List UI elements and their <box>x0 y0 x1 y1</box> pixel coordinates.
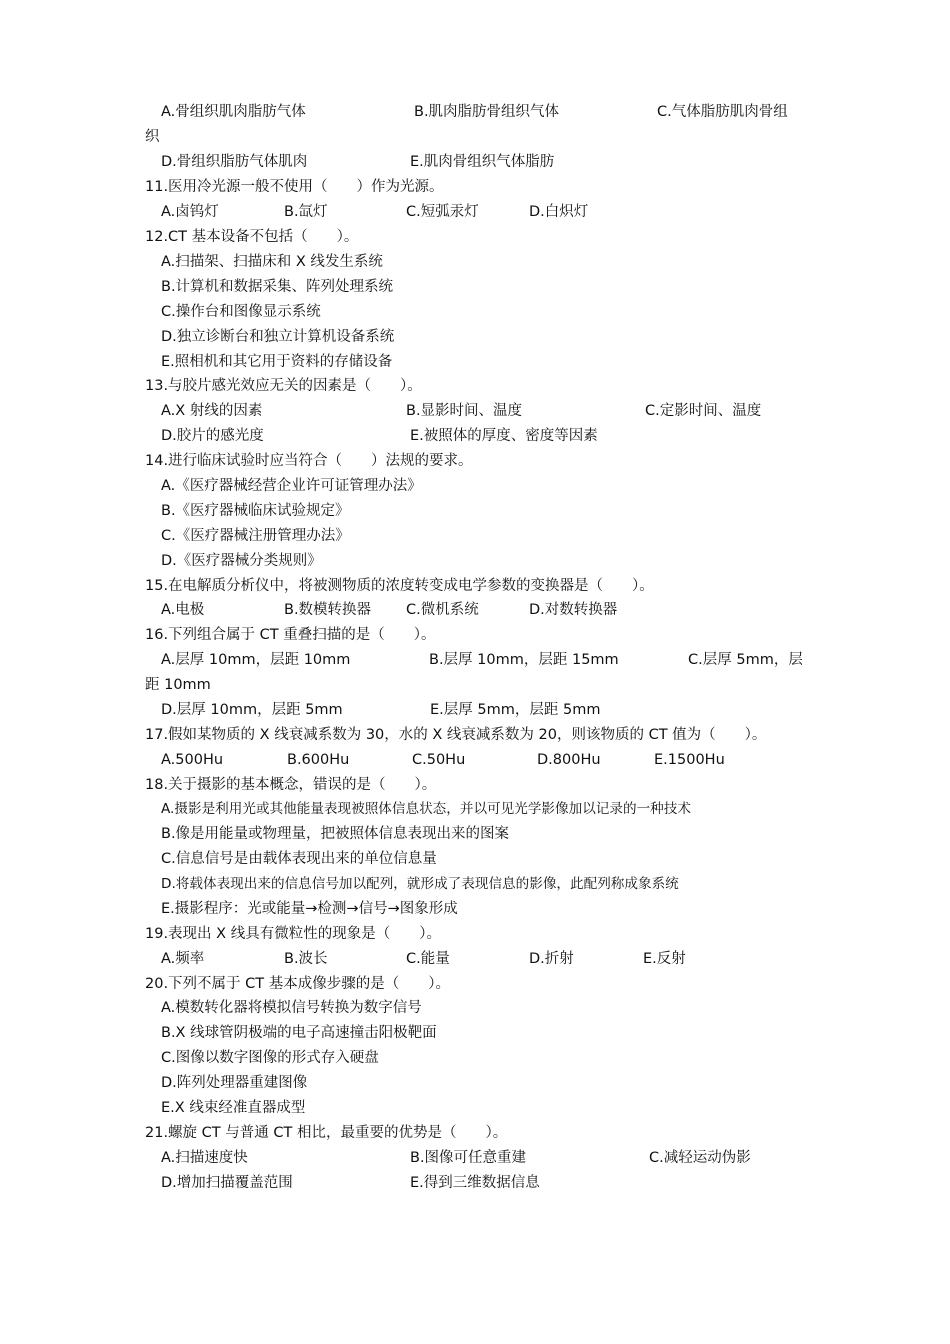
q20-option-e: E.X 线束经准直器成型 <box>161 1100 306 1116</box>
q13-stem <box>0 374 950 399</box>
q20-option-a: A.模数转化器将模拟信号转换为数字信号 <box>161 1000 422 1016</box>
q21-option-b: B.图像可任意重建 <box>410 1150 527 1166</box>
q19-option-b: B.波长 <box>284 951 328 967</box>
q15-stem <box>0 574 950 599</box>
q11-option-b: B.氙灯 <box>284 204 328 220</box>
q16-options-row-1-wrap <box>0 673 950 698</box>
question-text: 19.表现出 X 线具有微粒性的现象是（ ）。 <box>145 926 441 942</box>
q16-option-c: C.层厚 5mm，层 <box>688 652 803 668</box>
q16-option-b: B.层厚 10mm，层距 15mm <box>429 652 619 668</box>
q10-option-e: E.肌肉骨组织气体脂肪 <box>410 154 555 170</box>
q21-option-d: D.增加扫描覆盖范围 <box>161 1175 293 1191</box>
q17-options-row <box>0 748 950 773</box>
question-text: 21.螺旋 CT 与普通 CT 相比，最重要的优势是（ ）。 <box>145 1125 508 1141</box>
q20-option-a-row <box>0 996 950 1021</box>
q20-option-d-row <box>0 1071 950 1096</box>
q11-option-a: A.卤钨灯 <box>161 204 219 220</box>
q11-option-d: D.白炽灯 <box>529 204 589 220</box>
q10-option-b: B.肌肉脂肪骨组织气体 <box>414 104 560 120</box>
q15-options-row <box>0 598 950 623</box>
q16-stem <box>0 623 950 648</box>
q11-options-row <box>0 200 950 225</box>
q18-option-d-row <box>0 872 950 897</box>
question-text: 12.CT 基本设备不包括（ ）。 <box>145 229 359 245</box>
q19-option-a: A.频率 <box>161 951 205 967</box>
q18-option-b: B.像是用能量或物理量，把被照体信息表现出来的图案 <box>161 826 510 842</box>
q21-option-e: E.得到三维数据信息 <box>410 1175 540 1191</box>
q19-option-d: D.折射 <box>529 951 574 967</box>
q14-option-d-row <box>0 549 950 574</box>
q14-option-d: D.《医疗器械分类规则》 <box>161 553 322 569</box>
q10-option-c-continued: 织 <box>145 129 160 145</box>
q12-option-d-row <box>0 325 950 350</box>
q15-option-b: B.数模转换器 <box>284 602 372 618</box>
q15-option-d: D.对数转换器 <box>529 602 618 618</box>
q16-options-row-2 <box>0 698 950 723</box>
q15-option-a: A.电极 <box>161 602 205 618</box>
q10-options-row-1-wrap <box>0 125 950 150</box>
q19-options-row <box>0 947 950 972</box>
q16-option-d: D.层厚 10mm，层距 5mm <box>161 702 343 718</box>
q18-option-a: A.摄影是利用光或其他能量表现被照体信息状态，并以可见光学影像加以记录的一种技术 <box>161 801 691 817</box>
q12-stem <box>0 225 950 250</box>
q12-option-c: C.操作台和图像显示系统 <box>161 304 321 320</box>
q13-option-d: D.胶片的感光度 <box>161 428 264 444</box>
q11-option-c: C.短弧汞灯 <box>406 204 479 220</box>
q14-option-b-row <box>0 499 950 524</box>
q12-option-d: D.独立诊断台和独立计算机设备系统 <box>161 329 395 345</box>
q17-option-d: D.800Hu <box>537 752 601 768</box>
question-text: 14.进行临床试验时应当符合（ ）法规的要求。 <box>145 453 473 469</box>
q13-options-row-2 <box>0 424 950 449</box>
q16-options-row-1 <box>0 648 950 673</box>
q11-stem <box>0 175 950 200</box>
q15-option-c: C.微机系统 <box>406 602 479 618</box>
q16-option-a: A.层厚 10mm，层距 10mm <box>161 652 351 668</box>
q17-stem <box>0 723 950 748</box>
q12-option-e-row <box>0 350 950 375</box>
q21-stem <box>0 1121 950 1146</box>
q16-option-c-continued: 距 10mm <box>145 677 211 693</box>
question-text: 20.下列不属于 CT 基本成像步骤的是（ ）。 <box>145 976 451 992</box>
q17-option-c: C.50Hu <box>412 752 466 768</box>
q17-option-a: A.500Hu <box>161 752 224 768</box>
q21-option-a: A.扫描速度快 <box>161 1150 248 1166</box>
q18-option-c-row <box>0 847 950 872</box>
q14-option-a-row <box>0 474 950 499</box>
q17-option-b: B.600Hu <box>287 752 350 768</box>
question-text: 17.假如某物质的 X 线衰减系数为 30，水的 X 线衰减系数为 20，则该物质的 CT 值为（ ）。 <box>145 727 767 743</box>
q18-option-e-row <box>0 897 950 922</box>
q20-option-d: D.阵列处理器重建图像 <box>161 1075 308 1091</box>
q13-option-c: C.定影时间、温度 <box>645 403 762 419</box>
q12-option-e: E.照相机和其它用于资料的存储设备 <box>161 354 393 370</box>
q20-option-b-row <box>0 1021 950 1046</box>
question-text: 16.下列组合属于 CT 重叠扫描的是（ ）。 <box>145 627 436 643</box>
q21-option-c: C.减轻运动伪影 <box>649 1150 751 1166</box>
q12-option-b: B.计算机和数据采集、阵列处理系统 <box>161 279 394 295</box>
q18-option-b-row <box>0 822 950 847</box>
q12-option-b-row <box>0 275 950 300</box>
q18-option-c: C.信息信号是由载体表现出来的单位信息量 <box>161 851 437 867</box>
q14-option-c: C.《医疗器械注册管理办法》 <box>161 528 350 544</box>
q19-option-e: E.反射 <box>643 951 686 967</box>
q20-option-e-row <box>0 1096 950 1121</box>
q14-option-a: A.《医疗器械经营企业许可证管理办法》 <box>161 478 422 494</box>
q20-option-c-row <box>0 1046 950 1071</box>
q12-option-a-row <box>0 250 950 275</box>
q13-option-a: A.X 射线的因素 <box>161 403 263 419</box>
q19-option-c: C.能量 <box>406 951 450 967</box>
q16-option-e: E.层厚 5mm，层距 5mm <box>430 702 601 718</box>
q20-option-b: B.X 线球管阴极端的电子高速撞击阳极靶面 <box>161 1025 437 1041</box>
q19-stem <box>0 922 950 947</box>
q18-option-a-row <box>0 797 950 822</box>
q10-options-row-1 <box>0 100 950 125</box>
q21-options-row-1 <box>0 1146 950 1171</box>
question-text: 11.医用冷光源一般不使用（ ）作为光源。 <box>145 179 444 195</box>
q13-options-row-1 <box>0 399 950 424</box>
q10-option-c: C.气体脂肪肌肉骨组 <box>657 104 788 120</box>
q18-option-e: E.摄影程序：光或能量→检测→信号→图象形成 <box>161 901 458 917</box>
q21-options-row-2 <box>0 1171 950 1196</box>
q10-option-a: A.骨组织肌肉脂肪气体 <box>161 104 306 120</box>
q20-stem <box>0 972 950 997</box>
q17-option-e: E.1500Hu <box>654 752 725 768</box>
q18-option-d: D.将载体表现出来的信息信号加以配列，就形成了表现信息的影像，此配列称成象系统 <box>161 876 679 892</box>
q14-stem <box>0 449 950 474</box>
q10-options-row-2 <box>0 150 950 175</box>
q14-option-c-row <box>0 524 950 549</box>
question-text: 15.在电解质分析仪中，将被测物质的浓度转变成电学参数的变换器是（ ）。 <box>145 578 654 594</box>
q20-option-c: C.图像以数字图像的形式存入硬盘 <box>161 1050 379 1066</box>
q18-stem <box>0 773 950 798</box>
question-text: 18.关于摄影的基本概念，错误的是（ ）。 <box>145 777 437 793</box>
q12-option-a: A.扫描架、扫描床和 X 线发生系统 <box>161 254 383 270</box>
q12-option-c-row <box>0 300 950 325</box>
q13-option-b: B.显影时间、温度 <box>406 403 523 419</box>
q10-option-d: D.骨组织脂肪气体肌肉 <box>161 154 308 170</box>
q13-option-e: E.被照体的厚度、密度等因素 <box>410 428 598 444</box>
q14-option-b: B.《医疗器械临床试验规定》 <box>161 503 350 519</box>
question-text: 13.与胶片感光效应无关的因素是（ ）。 <box>145 378 422 394</box>
